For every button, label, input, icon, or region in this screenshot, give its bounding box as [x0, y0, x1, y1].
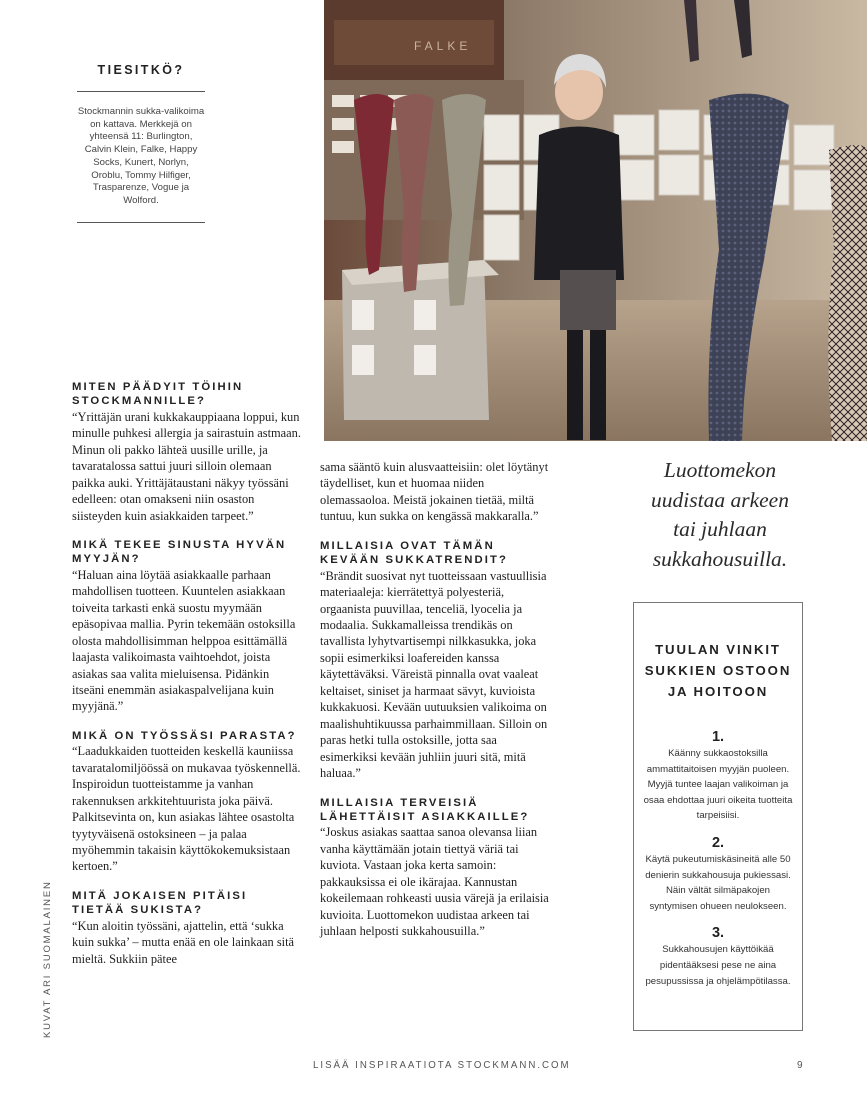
- answer-paragraph-continued: sama sääntö kuin alusvaatteisiin: olet löytänyt täydelliset, kun et huomaa niiden olemassaoloa. Meistä jokainen tietää, miltä tuntuu, kun sukka on kengässä makkaralla.”: [320, 460, 549, 524]
- did-you-know-text: Stockmannin sukka-valikoima on kattava. Merkkejä on yhteensä 11: Burlington, Calvin Klein, Falke, Happy Socks, Kunert, Norlyn, Oroblu, Tommy Hilfiger, Trasparenze, Vogue ja Wolford.: [77, 106, 205, 206]
- question-heading: MILLAISIA OVAT TÄMÄN KEVÄÄN SUKKATRENDIT?: [320, 539, 509, 567]
- answer-paragraph: “Haluan aina löytää asiakkaalle parhaan mahdollisen tuotteen. Kuuntelen asiakkaan toiveita tarkasti enkä suostu myymään epäsopivaa mallia. Pyrin tekemään ostoksilla olosta mahdollisimman helppoa esittämällä laajasta valikoimasta vaihtoehdot, joista asiakas saa valita mieluisensa. Pidänkin itseäni enemmän asiakaspalvelijana kuin myyjänä.”: [72, 567, 296, 714]
- bottom-divider: [77, 222, 205, 223]
- top-divider: [77, 91, 205, 92]
- answer-paragraph: “Laadukkaiden tuotteiden keskellä kauniissa tavaratalomiljöössä on mukavaa työskennellä. Inspiroidun tuotteistamme ja vanhan rakennuksen arkkitehtuurista joka päivä. Palkitsevinta on, kun asiakas lähtee osastolta tyytyväisenä ostoksineen – ja palaa myöhemmin takaisin käyttökokemuksistaan kertoen.”: [72, 744, 301, 874]
- pull-quote: Luottomekon uudistaa arkeen tai juhlaan sukkahousuilla.: [651, 458, 789, 571]
- falke-sign: FALKE: [414, 39, 472, 53]
- page-number: 9: [797, 1060, 803, 1071]
- tip-text: Käänny sukkaostoksilla ammattitaitoisen myyjän puoleen. Myyjä tuntee laajan valikoiman ja osaa ehdottaa juuri oikeita tuotteita tarpeisiisi.: [643, 748, 793, 822]
- store-photo: [324, 0, 867, 441]
- footer-link-text: LISÄÄ INSPIRAATIOTA STOCKMANN.COM: [313, 1060, 571, 1071]
- tip-item: [634, 924, 802, 989]
- article-column-1: [72, 380, 304, 967]
- question-heading: MIKÄ TEKEE SINUSTA HYVÄN MYYJÄN?: [72, 538, 287, 566]
- tip-item: [634, 728, 802, 824]
- answer-paragraph: “Brändit suosivat nyt tuotteissaan vastuullisia materiaaleja: kierrätettyä polyesteriä, orgaanista puuvillaa, tenceliä, lyocelia ja modaalia. Sukkamalleissa trendikäs on tavallista lyhytvartisempi nilkkasukka, joka sopii esimerkiksi loafereiden kanssa käytettäväksi. Väreistä pinnalla ovat vaaleat keltaiset, siniset ja harmaat sävyt, kuvioista kukkakuosi. Kevään uutuuksien valikoima on maalishuhtikuussa parhaimmillaan. Silloin on paras hetki tulla ostoksille, jotta saa esimerkiksi kevään juhliin juuri sitä, mitä haluaa.”: [320, 568, 548, 781]
- question-heading: MIKÄ ON TYÖSSÄSI PARASTA?: [72, 729, 297, 742]
- tip-text: Käytä pukeutumiskäsineitä alle 50 denierin sukkahousuja pukiessasi. Näin vältät silmäpakojen syntymisen ohueen neulokseen.: [645, 853, 791, 912]
- question-heading: MILLAISIA TERVEISIÄ LÄHETTÄISIT ASIAKKAILLE?: [320, 796, 530, 823]
- did-you-know-box: [77, 63, 205, 223]
- tip-text: Sukkahousujen käyttöikää pidentääksesi pese ne aina pesupussissa ja ohjelämpötilassa.: [645, 944, 791, 987]
- answer-paragraph: “Kun aloitin työssäni, ajattelin, että ‘sukka kuin sukka’ – mutta enää en ole lainkaan sitä mieltä. Sukkiin pätee: [72, 918, 295, 966]
- did-you-know-title: TIESITKÖ?: [97, 63, 185, 77]
- tip-item: [634, 834, 802, 914]
- tip-number: 2.: [711, 834, 725, 851]
- tip-number: 1.: [711, 729, 725, 745]
- photo-credit: KUVAT ARI SUOMALAINEN: [42, 880, 53, 1038]
- answer-paragraph: “Yrittäjän urani kukkakauppiaana loppui, kun minulle puhkesi allergia ja sairastuin astmaan. Minun oli pakko lähteä uusille urille, ja tavaratalossa sattui juuri silloin olemaan paikka auki. Yrittäjätaustani näkyy työssäni edelleen: otan omakseni niin osaston siisteyden kuin asiakkaiden tarpeet.”: [72, 409, 301, 523]
- question-heading: MITEN PÄÄDYIT TÖIHIN STOCKMANNILLE?: [72, 381, 244, 408]
- tips-title: TUULAN VINKIT SUKKIEN OSTOON JA HOITOON: [644, 642, 792, 699]
- photo-illustration: [324, 0, 867, 441]
- article-column-2: [320, 459, 552, 940]
- tips-box: [633, 602, 803, 1031]
- tip-number: 3.: [711, 925, 725, 942]
- answer-paragraph: “Joskus asiakas saattaa sanoa olevansa liian vanha käyttämään jotain tiettyä väriä tai kuviota. Vastaan joka kerta samoin: pakkauksissa ei ole ikärajaa. Kannustan kokeilemaan rohkeasti uusia värejä ja erilaisia kuvioita. Luottomekon uudistaa arkeen tai juhlaan helposti sukkahousuilla.”: [320, 825, 549, 939]
- question-heading: MITÄ JOKAISEN PITÄISI TIETÄÄ SUKISTA?: [72, 889, 248, 917]
